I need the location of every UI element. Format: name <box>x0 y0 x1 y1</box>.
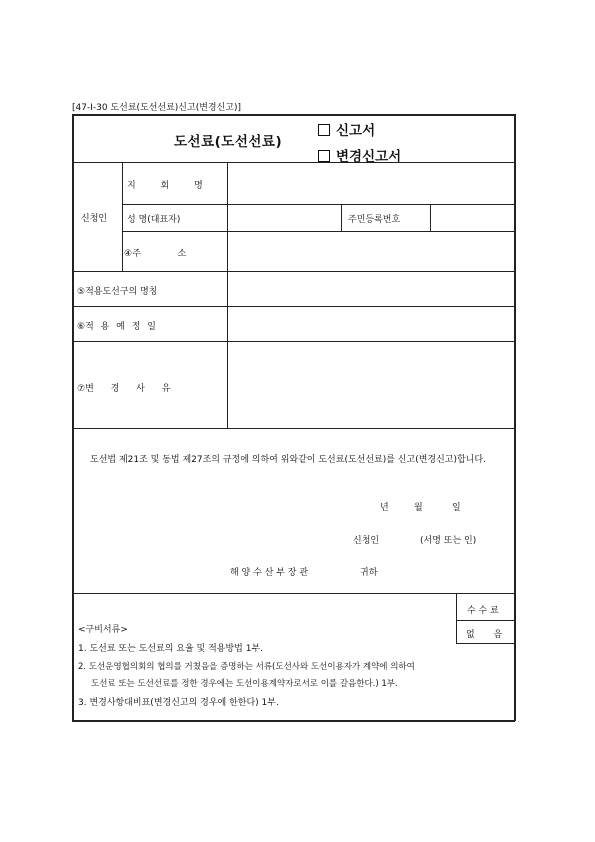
date-label: ⑥적 용 예 정 일 <box>77 322 156 332</box>
documents-heading: <구비서류> <box>78 625 128 635</box>
frame-left <box>72 114 74 721</box>
date-day-label: 일 <box>452 503 461 513</box>
fee-label: 수 수 료 <box>467 606 499 616</box>
document-item-3: 3. 변경사항대비표(변경신고의 경우에 한한다) 1부. <box>78 698 279 708</box>
frame-top <box>72 114 515 116</box>
signer-label: 신청인 <box>353 536 380 546</box>
frame-bottom <box>72 720 515 722</box>
company-field[interactable] <box>228 165 514 203</box>
rule-applicant-bottom <box>72 271 515 272</box>
date-year-label: 년 <box>380 503 389 513</box>
checkbox-icon[interactable] <box>318 124 330 136</box>
frame-right <box>514 114 516 721</box>
reason-field[interactable] <box>228 343 514 427</box>
rule-area-bottom <box>72 306 515 307</box>
applicant-group-label: 신청인 <box>81 214 108 224</box>
date-field[interactable] <box>228 308 514 340</box>
rule-reason-bottom <box>72 428 515 429</box>
signature-label: (서명 또는 인) <box>420 536 477 546</box>
rule-fee-mid <box>456 620 515 621</box>
recipient-suffix: 귀하 <box>360 568 378 578</box>
form-code: [47-Ⅰ-30 도선료(도선선료)신고(변경신고)] <box>72 103 242 113</box>
area-field[interactable] <box>228 273 514 305</box>
rule-company-bottom <box>122 204 515 205</box>
rule-fee-bottom <box>456 643 515 644</box>
option-change-report-label: 변경신고서 <box>336 149 402 165</box>
address-label: ④주 소 <box>124 249 187 259</box>
rrn-label: 주민등록번호 <box>348 215 401 225</box>
company-label: 지 회 명 <box>127 181 214 191</box>
document-item-2: 2. 도선운영협의회의 협의를 거쳤음을 증명하는 서류(도선사와 도선이용자가 계약에 의하여 <box>78 662 415 672</box>
address-field[interactable] <box>228 233 514 270</box>
rule-fee-left <box>456 593 457 643</box>
name-field[interactable] <box>228 206 340 230</box>
reason-label: ⑦변 경 사 유 <box>77 384 171 394</box>
rrn-field[interactable] <box>431 206 513 230</box>
name-label: 성 명(대표자) <box>127 215 181 225</box>
date-month-label: 월 <box>414 503 423 513</box>
option-change-report[interactable] <box>318 145 401 165</box>
option-report-label: 신고서 <box>336 123 376 139</box>
declaration-text: 도선법 제21조 및 동법 제27조의 규정에 의하여 위와같이 도선료(도선선료)를 신고(변경신고)합니다. <box>90 455 486 465</box>
rule-applicant-col <box>122 162 123 271</box>
fee-value: 없 음 <box>466 630 503 640</box>
rule-name-bottom <box>122 231 515 232</box>
rule-declaration-bottom <box>72 593 515 594</box>
rule-title-bottom <box>72 162 515 163</box>
checkbox-icon[interactable] <box>318 150 330 162</box>
recipient-label: 해 양 수 산 부 장 관 <box>230 568 309 578</box>
form-title: 도선료(도선선료) <box>174 134 283 150</box>
option-report[interactable] <box>318 119 375 139</box>
rule-date-bottom <box>72 341 515 342</box>
document-item-2-cont: 도선료 또는 도선선료를 정한 경우에는 도선이용계약자로서로 이를 갈음한다.) 1부. <box>91 679 398 689</box>
area-label: ⑤적용도선구의 명칭 <box>77 287 158 297</box>
document-item-1: 1. 도선료 또는 도선료의 요율 및 적용방법 1부. <box>78 644 263 654</box>
rule-rrn-left <box>341 204 342 231</box>
